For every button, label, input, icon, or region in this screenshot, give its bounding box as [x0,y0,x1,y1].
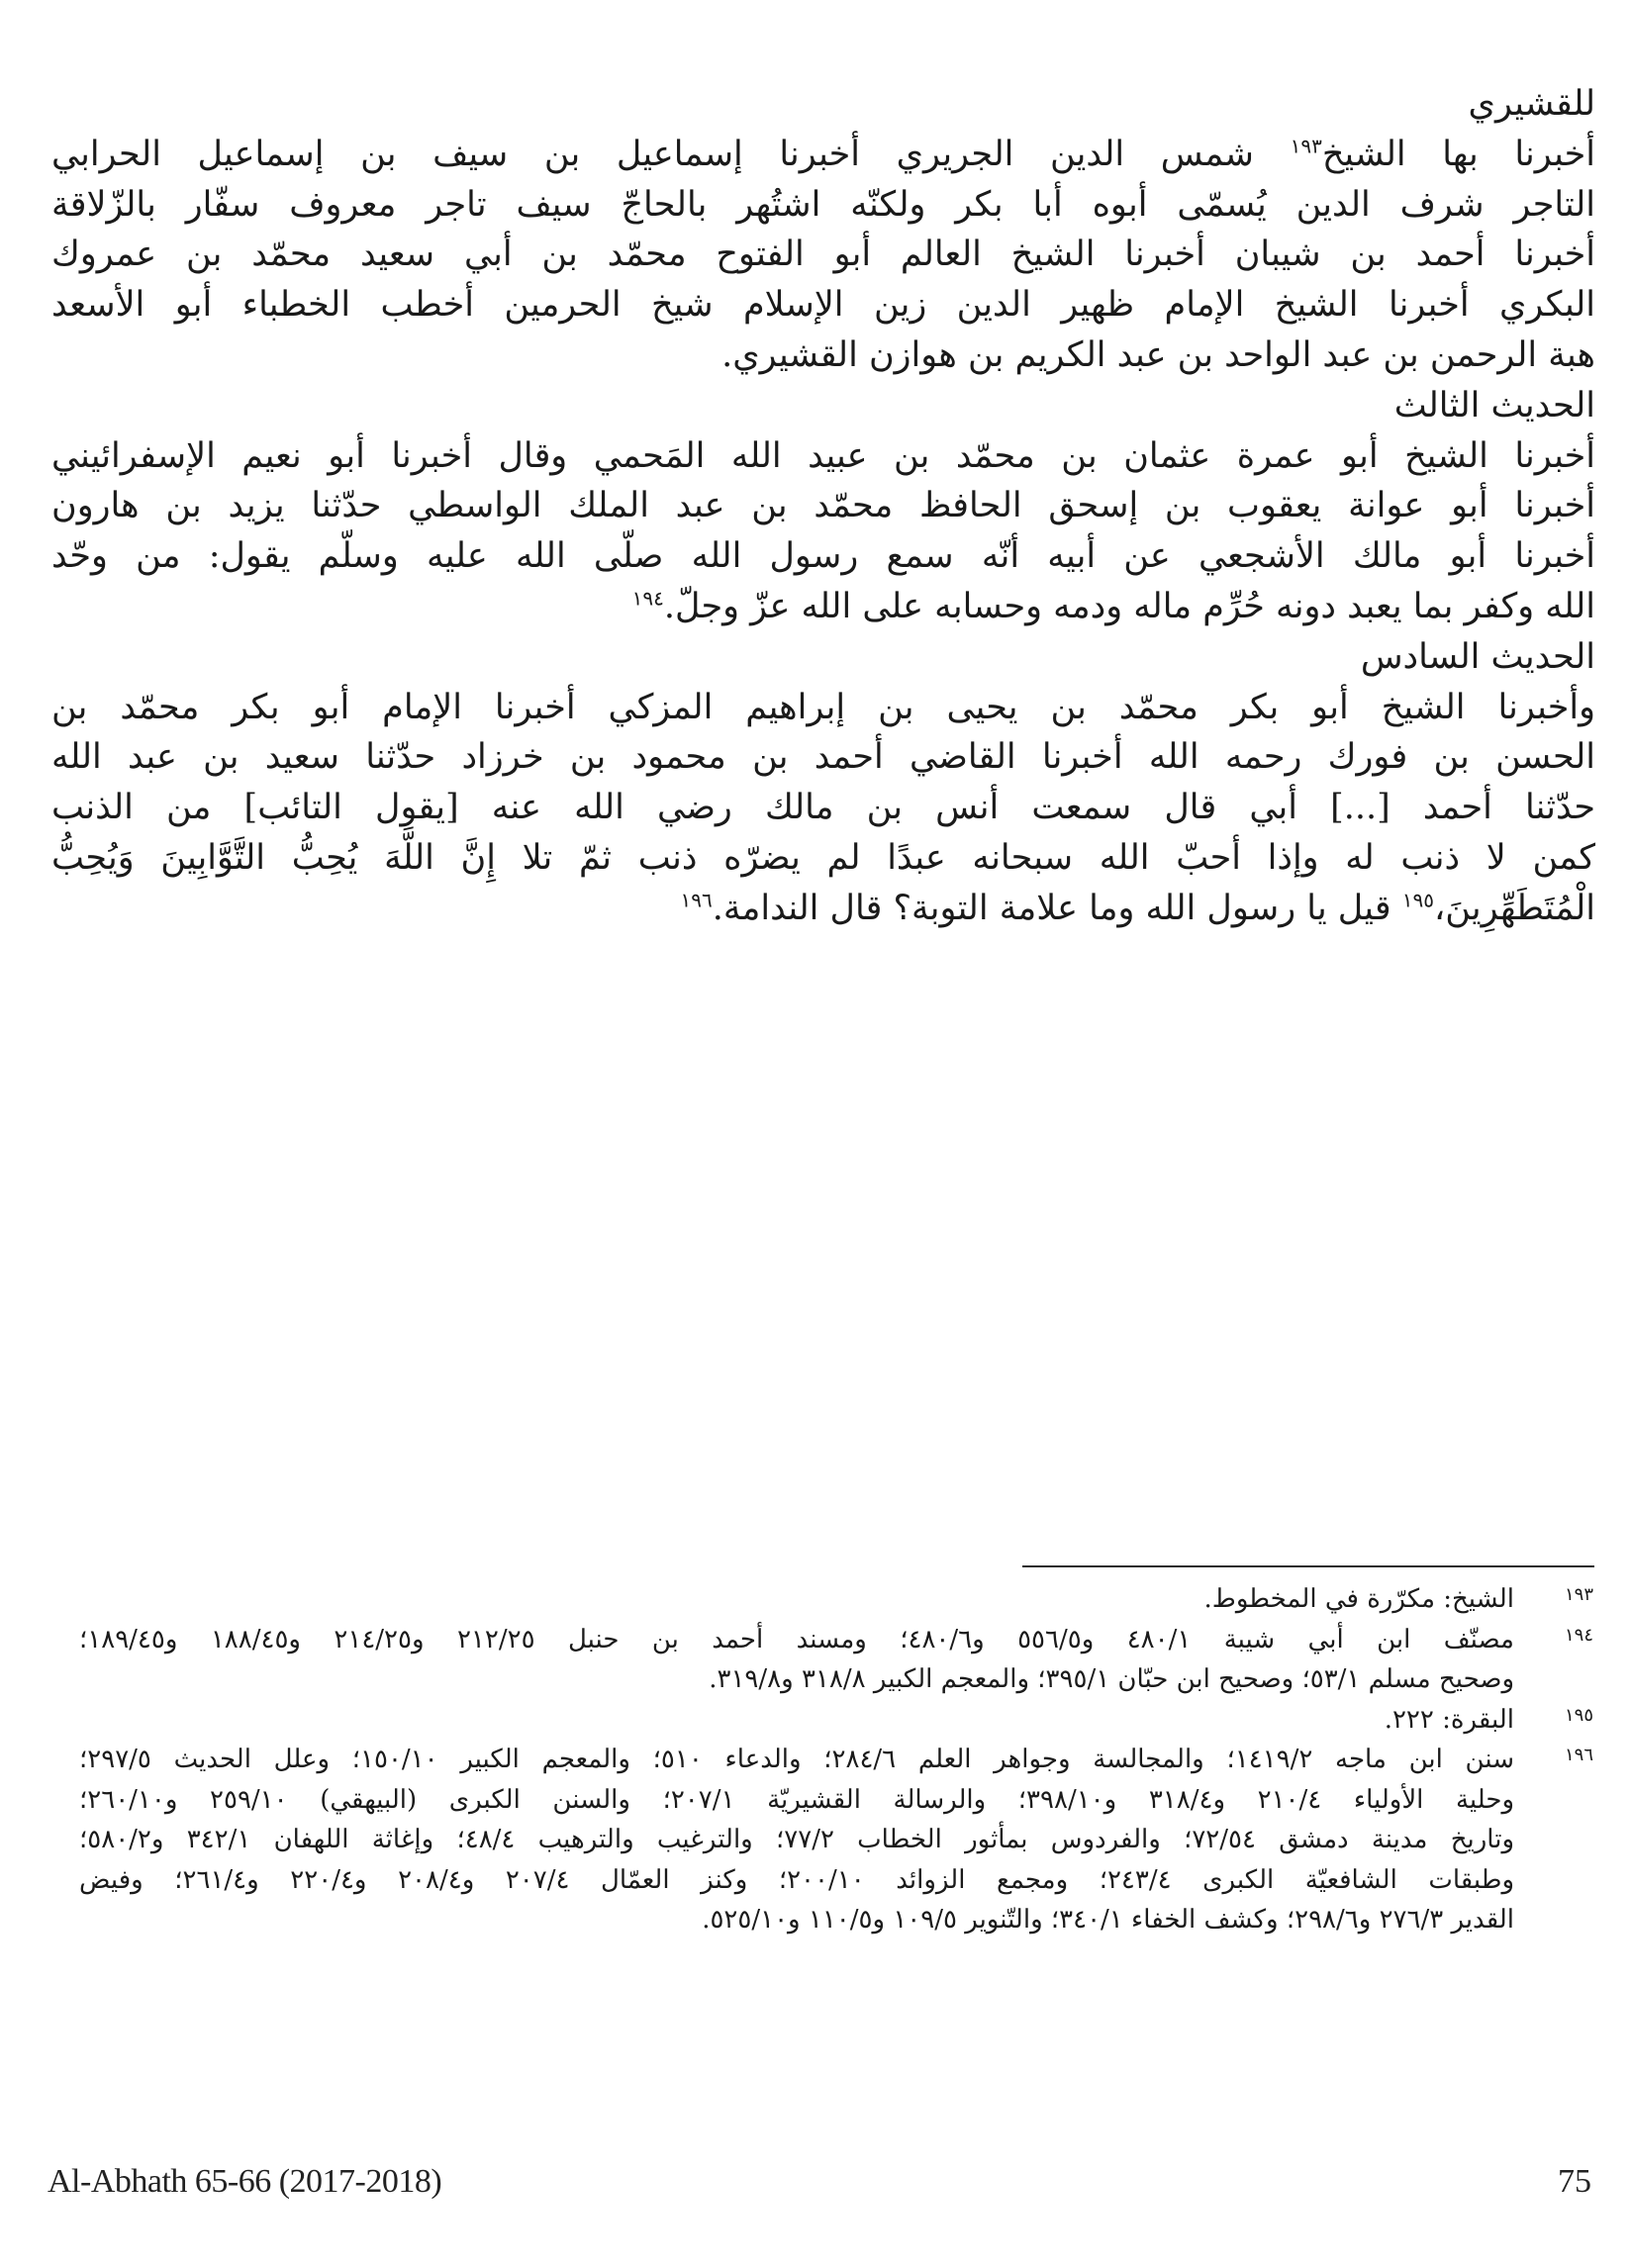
text-line: أخبرنا أحمد بن شيبان أخبرنا الشيخ العالم أبو الفتوح محمّد بن أبي سعيد محمّد بن عمروك [51,235,1595,275]
footnote-number: ١٩٣ [1564,1584,1593,1605]
footnote [79,1700,1593,1741]
footnote-ref[interactable]: ١٩٣ [1290,134,1322,158]
text-line: التاجر شرف الدين يُسمّى أبوه أبا بكر ولكنّه اشتُهر بالحاجّ سيف تاجر معروف سفّار بالزّلاقة [51,184,1595,225]
footnote-number: ١٩٥ [1564,1704,1593,1726]
text-line: أخبرنا أبو عوانة يعقوب بن إسحق الحافظ محمّد بن عبد الملك الواسطي حدّثنا يزيد بن هارون [51,486,1595,526]
text-line: أخبرنا بها الشيخ$^{١٩٣}$ شمس الدين الجريري أخبرنا إسماعيل بن سيف بن إسماعيل الحرابي [51,134,1596,174]
footnote-ref[interactable]: ١٩٦ [680,888,713,912]
text-line: أخبرنا الشيخ أبو عمرة عثمان بن محمّد بن عبيد الله المَحمي وقال أخبرنا أبو نعيم الإسفرائيني [51,435,1595,476]
footnote-line: وصحيح مسلم ٥٣/١؛ وصحيح ابن حبّان ٣٩٥/١؛ والمعجم الكبير ٣١٨/٨ و٣١٩/٨. [709,1664,1514,1694]
footnote-separator [1022,1565,1594,1567]
footnote-ref[interactable]: ١٩٤ [631,586,664,611]
footnote-line: وطبقات الشافعيّة الكبرى ٢٤٣/٤؛ ومجمع الزوائد ٢٠٠/١٠؛ وكنز العمّال ٢٠٧/٤ و٢٠٨/٤ و٢٢٠/٤ و٢٦١/٤؛ وفيض [79,1864,1515,1895]
text-line: البكري أخبرنا الشيخ الإمام ظهير الدين زين الإسلام شيخ الحرمين أخطب الخطباء أبو الأسعد [51,285,1595,326]
text-line: الْمُتَطَهِّرِينَ،$^{١٩٥}$ قيل يا رسول الله وما علامة التوبة؟ قال الندامة.$^{١٩٦}$ [680,888,1595,928]
footnote [79,1740,1593,1940]
footnote-line: البقرة: ٢٢٢. [1384,1704,1514,1735]
footnote-line: وحلية الأولياء ٢١٠/٤ و٣١٨/٤ و٣٩٨/١٠؛ والرسالة القشيريّة ٢٠٧/١؛ والسنن الكبرى (البيهقي) ٢٥٩/١٠ و٢٦٠/١٠؛ [79,1784,1514,1815]
footnote [79,1579,1593,1620]
footnote-line: وتاريخ مدينة دمشق ٧٢/٥٤؛ والفردوس بمأثور الخطاب ٧٧/٢؛ والترغيب والترهيب ٤٨/٤؛ وإغاثة اللهفان ٣٤٢/١ و٥٨٠/٢؛ [79,1825,1514,1854]
footnotes [79,1579,1593,1940]
footnote [79,1620,1593,1700]
page-footer [48,2163,1591,2213]
text-line: كمن لا ذنب له وإذا أحبّ الله سبحانه عبدًا لم يضرّه ذنب ثمّ تلا إِنَّ اللَّهَ يُحِبُّ التَّوَّابِينَ وَيُحِبُّ [51,837,1595,878]
footnote-line: القدير ٢٧٦/٣ و٢٩٨/٦؛ وكشف الخفاء ٣٤٠/١؛ والتّنوير ١٠٩/٥ و١١٠/٥ و٥٢٥/١٠. [702,1905,1514,1935]
footnote-ref[interactable]: ١٩٥ [1401,888,1434,912]
text-line: وأخبرنا الشيخ أبو بكر محمّد بن يحيى بن إبراهيم المزكي أخبرنا الإمام أبو بكر محمّد بن [51,687,1595,727]
footnote-number: ١٩٤ [1564,1624,1593,1646]
text-line: أخبرنا أبو مالك الأشجعي عن أبيه أنّه سمع رسول الله صلّى الله عليه وسلّم يقول: من وحّد [51,536,1595,577]
text-line: الحسن بن فورك رحمه الله أخبرنا القاضي أحمد بن محمود بن خرزاد حدّثنا سعيد بن عبد الله [51,737,1595,778]
section-title: للقشيري [1468,84,1595,124]
hadith-heading: الحديث السادس [1360,636,1595,677]
journal-citation: Al-Abhath 65-66 (2017-2018) [48,2163,442,2200]
footnote-line: مصنّف ابن أبي شيبة ٤٨٠/١ و٥٥٦/٥ و٤٨٠/٦؛ ومسند أحمد بن حنبل ٢١٢/٢٥ و٢١٤/٢٥ و١٨٨/٤٥ و١٨٩/٤٥؛ [79,1624,1514,1654]
text-line: الله وكفر بما يعبد دونه حُرِّم ماله ودمه وحسابه على الله عزّ وجلّ.$^{١٩٤}$ [631,586,1595,626]
footnote-line: الشيخ: مكرّرة في المخطوط. [1203,1584,1514,1614]
hadith-heading: الحديث الثالث [1393,385,1595,425]
text-line: هبة الرحمن بن عبد الواحد بن عبد الكريم بن هوازن القشيري. [721,334,1595,375]
page-number: 75 [1558,2163,1591,2200]
footnote-number: ١٩٦ [1564,1745,1593,1765]
footnote-line: سنن ابن ماجه ١٤١٩/٢؛ والمجالسة وجواهر العلم ٢٨٤/٦؛ والدعاء ٥١٠؛ والمعجم الكبير ١٥٠/١٠؛ وعلل الحديث ٢٩٧/٥؛ [79,1745,1514,1774]
text-line: حدّثنا أحمد [...] أبي قال سمعت أنس بن مالك رضي الله عنه [يقول التائب] من الذنب [51,788,1595,828]
main-text [51,79,1595,934]
